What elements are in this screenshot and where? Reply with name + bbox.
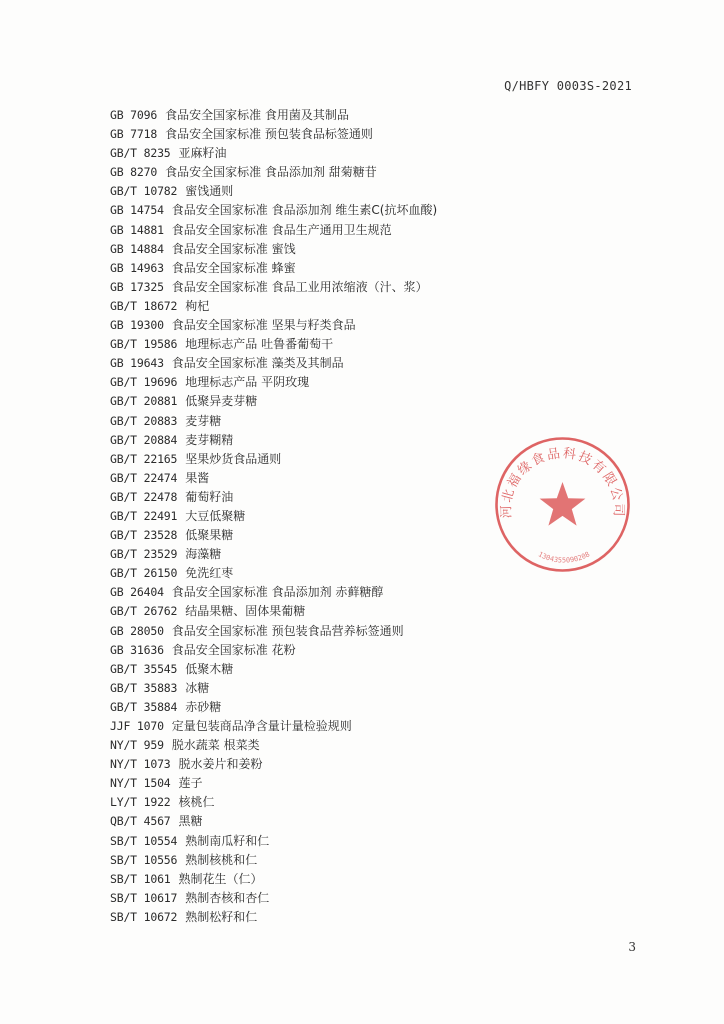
reference-item [110, 774, 580, 793]
reference-code: GB/T 8235 [110, 146, 171, 161]
reference-code: GB/T 35545 [110, 661, 178, 676]
document-code: Q/HBFY 0003S-2021 [504, 79, 632, 93]
reference-code: JJF 1070 [110, 719, 164, 733]
reference-title: 蜜饯通则 [185, 184, 234, 199]
reference-title: 低聚果糖 [185, 528, 234, 543]
reference-title: 坚果炒货食品通则 [185, 451, 282, 466]
reference-title: 地理标志产品 吐鲁番葡萄干 [185, 337, 334, 352]
reference-code: GB/T 22474 [110, 470, 178, 485]
reference-title: 熟制杏核和杏仁 [185, 890, 270, 905]
reference-item [110, 316, 580, 335]
reference-code: GB 31636 [110, 642, 164, 657]
reference-item [110, 182, 580, 201]
reference-item [110, 832, 580, 851]
page-number: 3 [628, 940, 636, 954]
reference-code: GB/T 19696 [110, 375, 178, 390]
reference-item [110, 851, 580, 870]
reference-code: SB/T 10672 [110, 909, 178, 924]
reference-title: 熟制松籽和仁 [185, 909, 258, 924]
reference-title: 莲子 [178, 776, 203, 791]
reference-title: 熟制核桃和仁 [185, 852, 258, 867]
reference-title: 赤砂糖 [185, 699, 222, 714]
reference-code: SB/T 1061 [110, 871, 171, 886]
reference-title: 食品安全国家标准 蜜饯 [171, 241, 296, 256]
reference-title: 枸杞 [185, 298, 210, 313]
reference-code: GB 8270 [110, 165, 158, 180]
reference-code: GB/T 18672 [110, 298, 178, 313]
reference-code: GB 28050 [110, 623, 164, 638]
reference-code: GB 7096 [110, 108, 158, 122]
reference-code: GB 26404 [110, 585, 164, 600]
reference-code: GB/T 10782 [110, 184, 178, 199]
reference-code: GB 7718 [110, 127, 158, 142]
reference-title: 冰糖 [185, 680, 210, 695]
reference-item [110, 736, 580, 755]
reference-item [110, 812, 580, 831]
reference-code: GB 14884 [110, 241, 164, 256]
reference-title: 食品安全国家标准 食品添加剂 赤藓糖醇 [171, 585, 384, 600]
reference-title: 食品安全国家标准 食品生产通用卫生规范 [171, 222, 392, 237]
reference-code: GB/T 22165 [110, 451, 178, 466]
reference-item [110, 870, 580, 889]
seal-serial-number: 1304355090208 [536, 550, 592, 565]
reference-title: 定量包装商品净含量计量检验规则 [171, 719, 352, 733]
reference-title: 食品安全国家标准 蜂蜜 [171, 260, 296, 275]
reference-item [110, 144, 580, 163]
reference-code: GB/T 23528 [110, 528, 178, 543]
reference-code: GB/T 35883 [110, 680, 178, 695]
reference-code: GB 14963 [110, 260, 164, 275]
reference-item [110, 412, 580, 431]
company-seal [490, 432, 635, 577]
reference-code: GB/T 19586 [110, 337, 178, 352]
reference-item [110, 660, 580, 679]
reference-code: GB/T 20883 [110, 413, 178, 428]
reference-title: 食品安全国家标准 坚果与籽类食品 [171, 318, 356, 333]
reference-title: 低聚木糖 [185, 661, 234, 676]
reference-title: 熟制花生（仁） [178, 871, 263, 886]
reference-code: SB/T 10554 [110, 833, 178, 848]
reference-title: 食品安全国家标准 花粉 [171, 642, 296, 657]
reference-title: 果酱 [185, 470, 210, 485]
reference-code: GB 19643 [110, 356, 164, 371]
reference-item [110, 259, 580, 278]
reference-item [110, 240, 580, 259]
reference-title: 免洗红枣 [185, 566, 234, 581]
reference-item [110, 679, 580, 698]
reference-item [110, 297, 580, 316]
reference-code: GB/T 35884 [110, 699, 178, 714]
reference-title: 脱水姜片和姜粉 [178, 757, 263, 772]
reference-code: GB/T 22478 [110, 489, 178, 504]
reference-item [110, 793, 580, 812]
reference-title: 脱水蔬菜 根菜类 [171, 738, 260, 753]
seal-company-name: 河北福缘食品科技有限公司 [499, 446, 626, 519]
reference-title: 熟制南瓜籽和仁 [185, 833, 270, 848]
reference-item [110, 602, 580, 621]
reference-code: GB/T 26762 [110, 604, 178, 619]
reference-title: 食品安全国家标准 藻类及其制品 [171, 356, 344, 371]
reference-item [110, 755, 580, 774]
reference-code: GB 17325 [110, 279, 164, 294]
reference-code: NY/T 1073 [110, 757, 171, 772]
reference-item [110, 335, 580, 354]
reference-title: 食品安全国家标准 食品工业用浓缩液（汁、浆） [171, 279, 428, 294]
reference-title: 黑糖 [178, 814, 203, 829]
reference-item [110, 889, 580, 908]
reference-title: 亚麻籽油 [178, 146, 227, 161]
reference-title: 麦芽糊精 [185, 432, 234, 447]
reference-title: 食品安全国家标准 食品添加剂 甜菊糖苷 [165, 165, 377, 180]
reference-title: 麦芽糖 [185, 413, 222, 428]
reference-code: SB/T 10617 [110, 890, 178, 905]
reference-title: 葡萄籽油 [185, 489, 234, 504]
reference-item [110, 698, 580, 717]
reference-title: 大豆低聚糖 [185, 508, 246, 523]
reference-item [110, 392, 580, 411]
reference-title: 食品安全国家标准 食用菌及其制品 [165, 108, 349, 122]
reference-item [110, 908, 580, 927]
reference-item [110, 125, 580, 144]
reference-code: GB 19300 [110, 318, 164, 333]
reference-title: 地理标志产品 平阴玫瑰 [185, 375, 310, 390]
reference-item [110, 201, 580, 220]
reference-code: GB/T 23529 [110, 547, 178, 562]
reference-code: LY/T 1922 [110, 795, 171, 810]
reference-code: GB/T 20884 [110, 432, 178, 447]
reference-item [110, 106, 580, 125]
reference-item [110, 622, 580, 641]
reference-code: QB/T 4567 [110, 814, 171, 829]
reference-code: GB 14754 [110, 203, 164, 218]
reference-title: 结晶果糖、固体果葡糖 [185, 604, 306, 619]
reference-item [110, 717, 580, 736]
reference-title: 海藻糖 [185, 547, 222, 562]
reference-item [110, 163, 580, 182]
reference-title: 低聚异麦芽糖 [185, 394, 258, 409]
reference-title: 食品安全国家标准 预包装食品营养标签通则 [171, 623, 404, 638]
reference-item [110, 278, 580, 297]
reference-title: 核桃仁 [178, 795, 215, 810]
reference-code: GB/T 22491 [110, 508, 178, 523]
reference-item [110, 373, 580, 392]
reference-code: GB/T 20881 [110, 394, 178, 409]
reference-item [110, 583, 580, 602]
reference-item [110, 641, 580, 660]
reference-title: 食品安全国家标准 预包装食品标签通则 [165, 127, 373, 142]
reference-code: GB/T 26150 [110, 566, 178, 581]
reference-code: SB/T 10556 [110, 852, 178, 867]
reference-item [110, 221, 580, 240]
reference-title: 食品安全国家标准 食品添加剂 维生素C(抗坏血酸) [171, 203, 438, 218]
reference-code: GB 14881 [110, 222, 164, 237]
seal-star [540, 482, 586, 526]
reference-code: NY/T 959 [110, 738, 164, 753]
reference-code: NY/T 1504 [110, 776, 171, 791]
reference-item [110, 354, 580, 373]
